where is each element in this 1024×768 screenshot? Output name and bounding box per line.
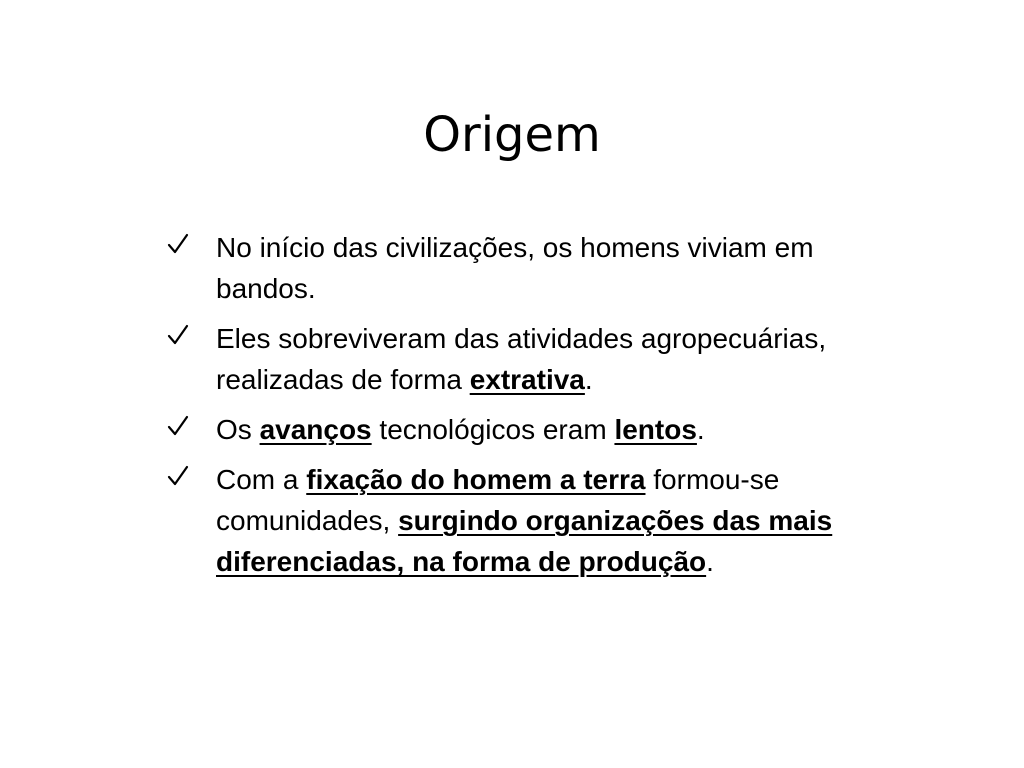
- check-icon: [166, 322, 190, 348]
- check-icon: [166, 463, 190, 489]
- bullet-item: [160, 409, 850, 450]
- slide-title: Origem: [423, 107, 601, 163]
- bullet-item: [160, 459, 850, 582]
- bullet-list: [160, 227, 850, 591]
- bullet-text: [216, 464, 832, 577]
- bullet-text: [216, 323, 826, 395]
- bullet-text-segment: .: [706, 546, 714, 577]
- bullet-text-segment: .: [696, 414, 705, 445]
- bullet-text-segment: formou-se comunidades,: [216, 464, 780, 536]
- emphasis-text: surgindo organizações das mais diferenciadas, na forma de produção: [216, 505, 833, 577]
- bullet-text-segment: Os: [216, 414, 260, 445]
- bullet-item: [160, 227, 850, 309]
- bullet-text-segment: Com a: [216, 464, 307, 495]
- emphasis-text: lentos: [614, 414, 697, 445]
- emphasis-text: extrativa: [469, 364, 585, 395]
- emphasis-text: avanços: [259, 414, 372, 445]
- check-icon: [166, 413, 190, 439]
- emphasis-text: fixação do homem a terra: [306, 464, 646, 495]
- bullet-text-segment: No início das civilizações, os homens viviam em bandos.: [216, 232, 814, 304]
- bullet-text-segment: .: [584, 364, 593, 395]
- bullet-text-segment: tecnológicos eram: [371, 414, 615, 445]
- bullet-item: [160, 318, 850, 400]
- check-icon: [166, 231, 190, 257]
- bullet-text: [216, 232, 814, 304]
- bullet-text-segment: Eles sobreviveram das atividades agropecuárias, realizadas de forma: [216, 323, 827, 395]
- bullet-text: [216, 414, 705, 445]
